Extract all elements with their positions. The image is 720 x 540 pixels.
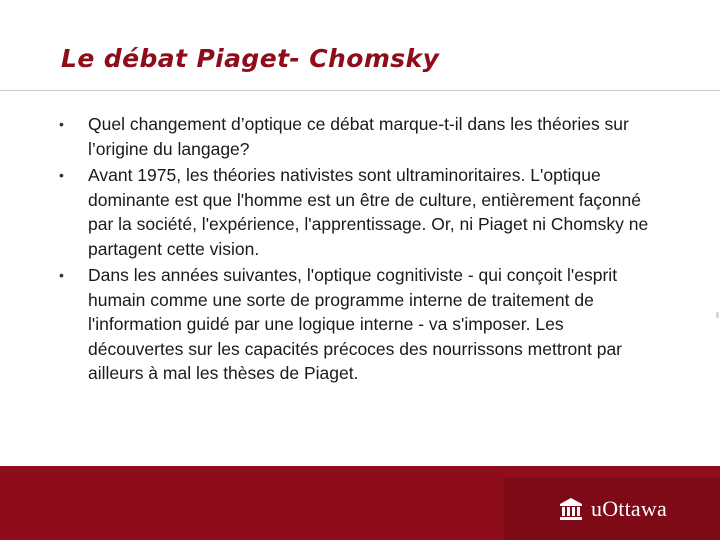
bullet-text: Avant 1975, les théories nativistes sont ultraminoritaires. L'optique dominante est que l'homme est un être de culture, entièrement façonné par la société, l'expérience, l'apprentissage. Or, ni Piaget ni Chomsky ne partagent cette vision. <box>88 165 649 259</box>
bullet-marker: • <box>59 116 64 132</box>
uottawa-logo <box>558 494 667 524</box>
slide-title: Le débat Piaget- Chomsky <box>61 44 440 73</box>
bullet-list <box>56 112 656 388</box>
bullet-text: Dans les années suivantes, l'optique cognitiviste - qui conçoit l'esprit humain comme une sorte de programme interne de traitement de l'information guidé par une logique interne - va s'imposer. Les découvertes sur les capacités précoces des nourrissons mettront par ailleurs à mal les thèses de Piaget. <box>88 265 623 383</box>
bullet-marker: • <box>59 267 64 283</box>
edge-mark <box>716 312 719 318</box>
bullet-text: Quel changement d’optique ce débat marque-t-il dans les théories sur l’origine du langage? <box>88 114 629 159</box>
bullet-item <box>56 263 656 386</box>
title-divider <box>0 90 720 91</box>
university-building-icon <box>558 496 584 522</box>
bullet-item <box>56 112 656 161</box>
bullet-item <box>56 163 656 261</box>
bullet-marker: • <box>59 167 64 183</box>
logo-wordmark: uOttawa <box>591 496 667 521</box>
